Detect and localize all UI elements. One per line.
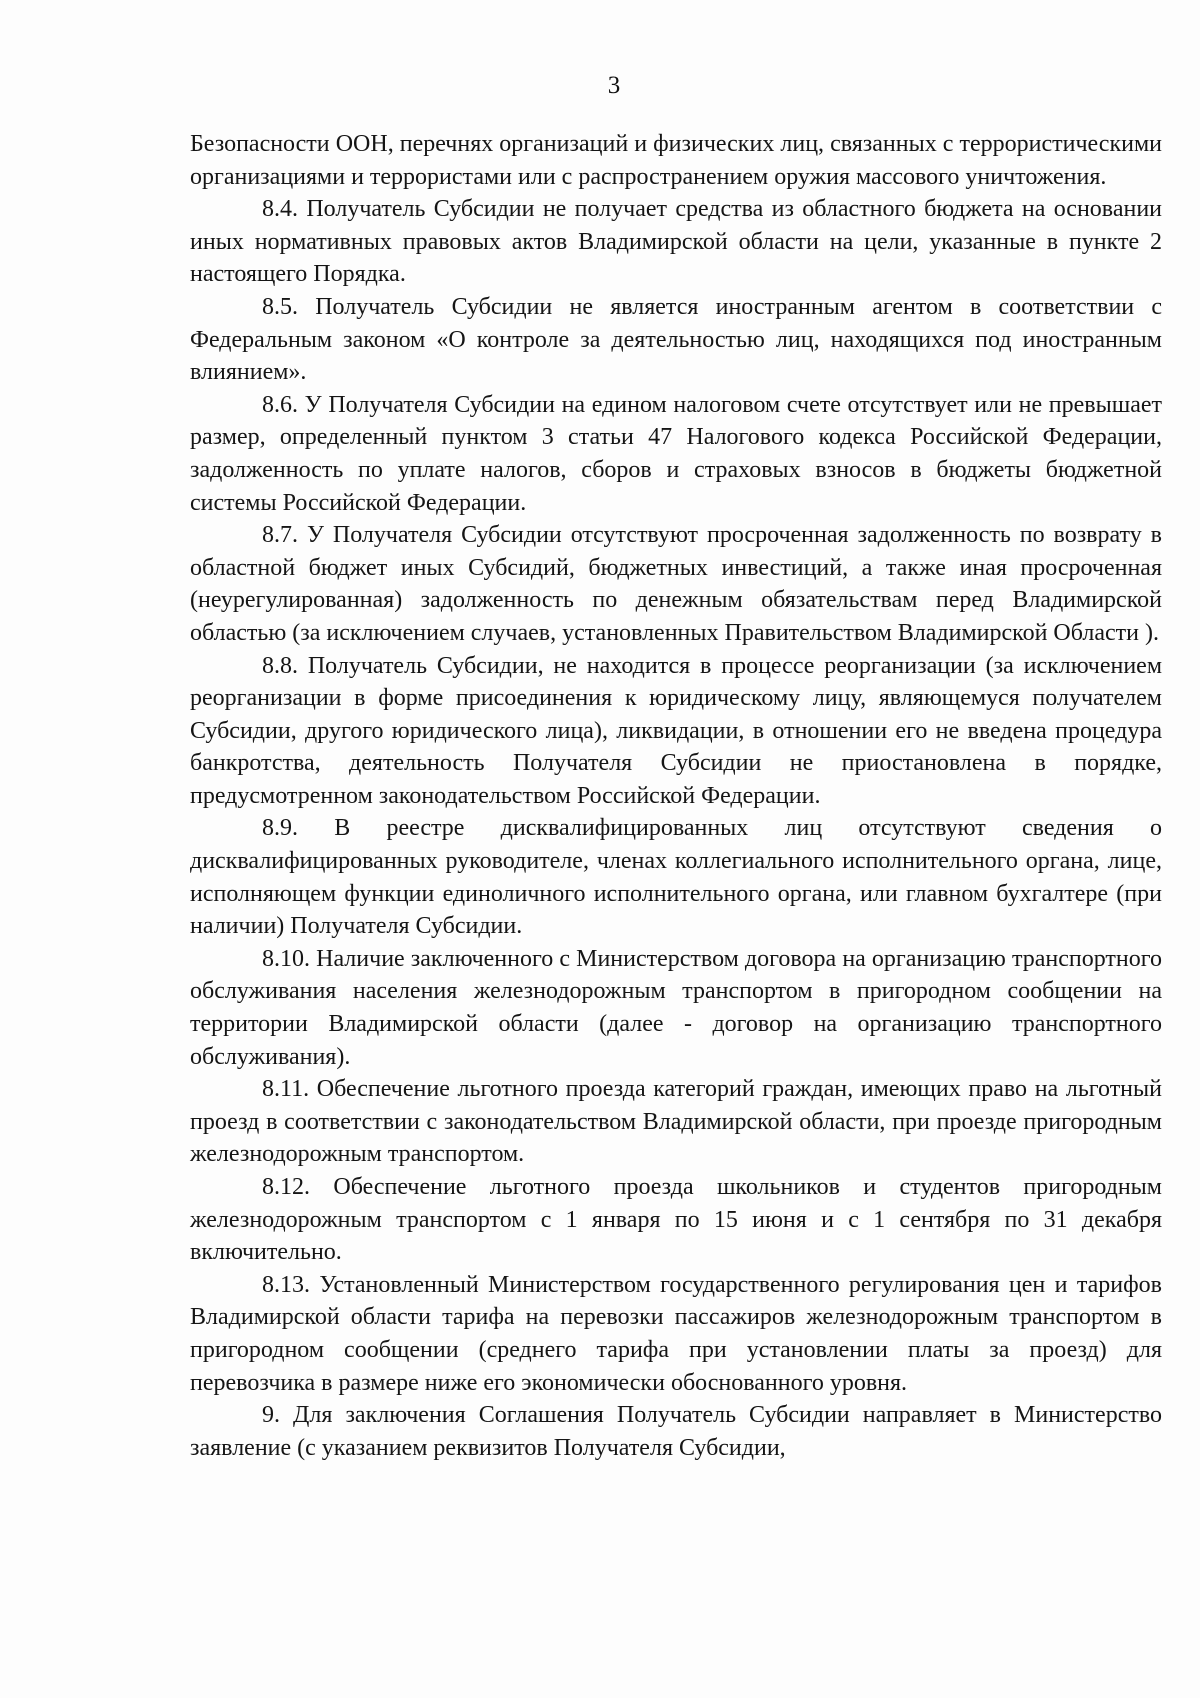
paragraph-8-5: 8.5. Получатель Субсидии не является иностранным агентом в соответствии с Федеральным законом «О контроле за деятельностью лиц, находящихся под иностранным влиянием». bbox=[190, 293, 1162, 386]
document-body bbox=[190, 128, 1162, 1464]
paragraph-8-8: 8.8. Получатель Субсидии, не находится в процессе реорганизации (за исключением реорганизации в форме присоединения к юридическому лицу, являющемуся получателем Субсидии, другого юридического лица), ликвидации, в отношении его не введена процедура банкротства, деятельность Получателя Субсидии не приостановлена в порядке, предусмотренном законодательством Российской Федерации. bbox=[190, 652, 1162, 809]
paragraph-8-12: 8.12. Обеспечение льготного проезда школьников и студентов пригородным железнодорожным транспортом с 1 января по 15 июня и с 1 сентября по 31 декабря включительно. bbox=[190, 1174, 1162, 1266]
page-number: 3 bbox=[607, 72, 621, 99]
paragraph-8-9: 8.9. В реестре дисквалифицированных лиц отсутствуют сведения о дисквалифицированных руководителе, членах коллегиального исполнительного органа, лице, исполняющем функции единоличного исполнительного органа, или главном бухгалтере (при наличии) Получателя Субсидии. bbox=[190, 815, 1162, 940]
paragraph-8-4: 8.4. Получатель Субсидии не получает средства из областного бюджета на основании иных нормативных правовых актов Владимирской области на цели, указанные в пункте 2 настоящего Порядка. bbox=[190, 196, 1162, 288]
paragraph-continuation: Безопасности ООН, перечнях организаций и физических лиц, связанных с террористическими организациями и террористами или с распространением оружия массового уничтожения. bbox=[190, 131, 1162, 190]
paragraph-8-7: 8.7. У Получателя Субсидии отсутствуют просроченная задолженность по возврату в областной бюджет иных Субсидий, бюджетных инвестиций, а также иная просроченная (неурегулированная) задолженность по денежным обязательствам перед Владимирской областью (за исключением случаев, установленных Правительством Владимирской Области ). bbox=[190, 522, 1162, 646]
paragraph-8-11: 8.11. Обеспечение льготного проезда категорий граждан, имеющих право на льготный проезд в соответствии с законодательством Владимирской области, при проезде пригородным железнодорожным транспортом. bbox=[190, 1076, 1162, 1168]
paragraph-8-10: 8.10. Наличие заключенного с Министерством договора на организацию транспортного обслуживания населения железнодорожным транспортом в пригородном сообщении на территории Владимирской области (далее - договор на организацию транспортного обслуживания). bbox=[190, 945, 1162, 1070]
paragraph-8-6: 8.6. У Получателя Субсидии на едином налоговом счете отсутствует или не превышает размер, определенный пунктом 3 статьи 47 Налогового кодекса Российской Федерации, задолженность по уплате налогов, сборов и страховых взносов в бюджеты бюджетной системы Российской Федерации. bbox=[190, 391, 1162, 516]
paragraph-9: 9. Для заключения Соглашения Получатель Субсидии направляет в Министерство заявление (с указанием реквизитов Получателя Субсидии, bbox=[190, 1402, 1162, 1461]
paragraph-8-13: 8.13. Установленный Министерством государственного регулирования цен и тарифов Владимирской области тарифа на перевозки пассажиров железнодорожным транспортом в пригородном сообщении (среднего тарифа при установлении платы за проезд) для перевозчика в размере ниже его экономически обоснованного уровня. bbox=[190, 1271, 1162, 1396]
